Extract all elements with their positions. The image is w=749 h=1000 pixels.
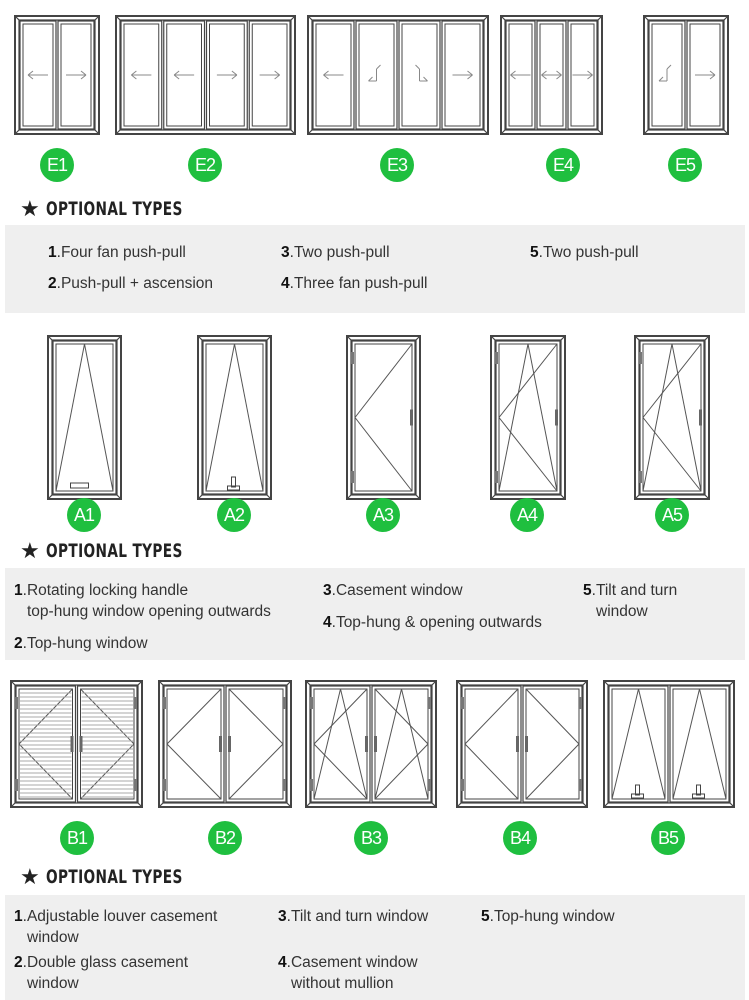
option-number: 3: [278, 908, 287, 925]
star-icon: ★: [20, 864, 40, 889]
option-text: Double glass casement: [26, 954, 189, 971]
option-text: Casement window: [290, 954, 418, 971]
option-text: Top-hung window: [26, 635, 148, 652]
option-text: Two push-pull: [293, 244, 390, 261]
options-panel: [5, 225, 745, 313]
option-item: 5.Tilt and turn window: [583, 582, 678, 620]
type-badge: B3: [354, 821, 388, 855]
option-item: 2.Push-pull + ascension: [48, 275, 214, 292]
type-badge: E3: [380, 148, 414, 182]
type-badge: A4: [510, 498, 544, 532]
window-diagram-b2: [158, 680, 292, 813]
option-number: 4: [323, 614, 332, 631]
option-number: 1: [14, 908, 23, 925]
option-number: 4: [278, 954, 287, 971]
heading-text: OPTIONAL TYPES: [45, 540, 183, 562]
window-diagram-b3: [305, 680, 437, 813]
type-badge: B2: [208, 821, 242, 855]
option-item: 1.Rotating locking handle top-hung window opening outwards: [14, 582, 271, 620]
type-badge: E4: [546, 148, 580, 182]
star-icon: ★: [20, 196, 40, 221]
type-badge: E1: [40, 148, 74, 182]
option-text: top-hung window opening outwards: [27, 603, 271, 620]
option-number: 5: [481, 908, 490, 925]
option-item: 1.Adjustable louver casement window: [14, 908, 218, 946]
option-text: Rotating locking handle: [26, 582, 189, 599]
option-number: 5: [583, 582, 592, 599]
type-badge: B4: [503, 821, 537, 855]
option-number: 4: [281, 275, 290, 292]
star-icon: ★: [20, 538, 40, 563]
option-item: 4.Top-hung & opening outwards: [323, 614, 542, 631]
option-number: 2: [14, 635, 23, 652]
option-text: Two push-pull: [542, 244, 639, 261]
type-badge: A1: [67, 498, 101, 532]
window-diagram-b1: [10, 680, 143, 813]
window-diagram-a1: [47, 335, 122, 505]
window-diagram-a5: [634, 335, 710, 505]
option-item: 4.Three fan push-pull: [281, 275, 428, 292]
option-item: 2.Top-hung window: [14, 635, 148, 652]
window-diagram-e2: [115, 15, 296, 140]
option-text: Tilt and turn: [595, 582, 678, 599]
section-heading: [20, 540, 236, 562]
option-item: 2.Double glass casement window: [14, 954, 189, 992]
option-item: 3.Casement window: [323, 582, 463, 599]
option-text: without mullion: [291, 975, 394, 992]
window-diagram-e3: [307, 15, 489, 140]
option-text: Casement window: [335, 582, 463, 599]
type-badge: B5: [651, 821, 685, 855]
section-heading: [20, 198, 236, 220]
option-number: 1: [14, 582, 23, 599]
window-diagram-b5: [603, 680, 735, 813]
window-diagram-e4: [500, 15, 603, 140]
option-text: Adjustable louver casement: [26, 908, 218, 925]
option-item: 1.Four fan push-pull: [48, 244, 186, 261]
option-item: 5.Two push-pull: [530, 244, 639, 261]
window-diagram-e1: [14, 15, 100, 140]
option-number: 3: [323, 582, 332, 599]
type-badge: B1: [60, 821, 94, 855]
option-item: 4.Casement window without mullion: [278, 954, 418, 992]
option-item: 5.Top-hung window: [481, 908, 615, 925]
option-text: window: [596, 603, 648, 620]
option-text: window: [27, 975, 79, 992]
type-badge: A2: [217, 498, 251, 532]
window-diagram-e5: [643, 15, 729, 140]
option-number: 1: [48, 244, 57, 261]
heading-text: OPTIONAL TYPES: [45, 198, 183, 220]
option-number: 5: [530, 244, 539, 261]
type-badge: A3: [366, 498, 400, 532]
section-heading: [20, 866, 236, 888]
type-badge: A5: [655, 498, 689, 532]
option-text: Top-hung window: [493, 908, 615, 925]
window-diagram-a3: [346, 335, 421, 505]
window-diagram-a4: [490, 335, 566, 505]
option-number: 2: [48, 275, 57, 292]
option-number: 3: [281, 244, 290, 261]
window-diagram-b4: [456, 680, 588, 813]
option-text: Top-hung & opening outwards: [335, 614, 542, 631]
option-text: Tilt and turn window: [290, 908, 429, 925]
option-item: 3.Tilt and turn window: [278, 908, 429, 925]
option-text: Four fan push-pull: [60, 244, 186, 261]
option-item: 3.Two push-pull: [281, 244, 390, 261]
type-badge: E2: [188, 148, 222, 182]
type-badge: E5: [668, 148, 702, 182]
option-text: window: [27, 929, 79, 946]
heading-text: OPTIONAL TYPES: [45, 866, 183, 888]
window-diagram-a2: [197, 335, 272, 505]
option-text: Push-pull + ascension: [60, 275, 214, 292]
option-text: Three fan push-pull: [293, 275, 428, 292]
option-number: 2: [14, 954, 23, 971]
